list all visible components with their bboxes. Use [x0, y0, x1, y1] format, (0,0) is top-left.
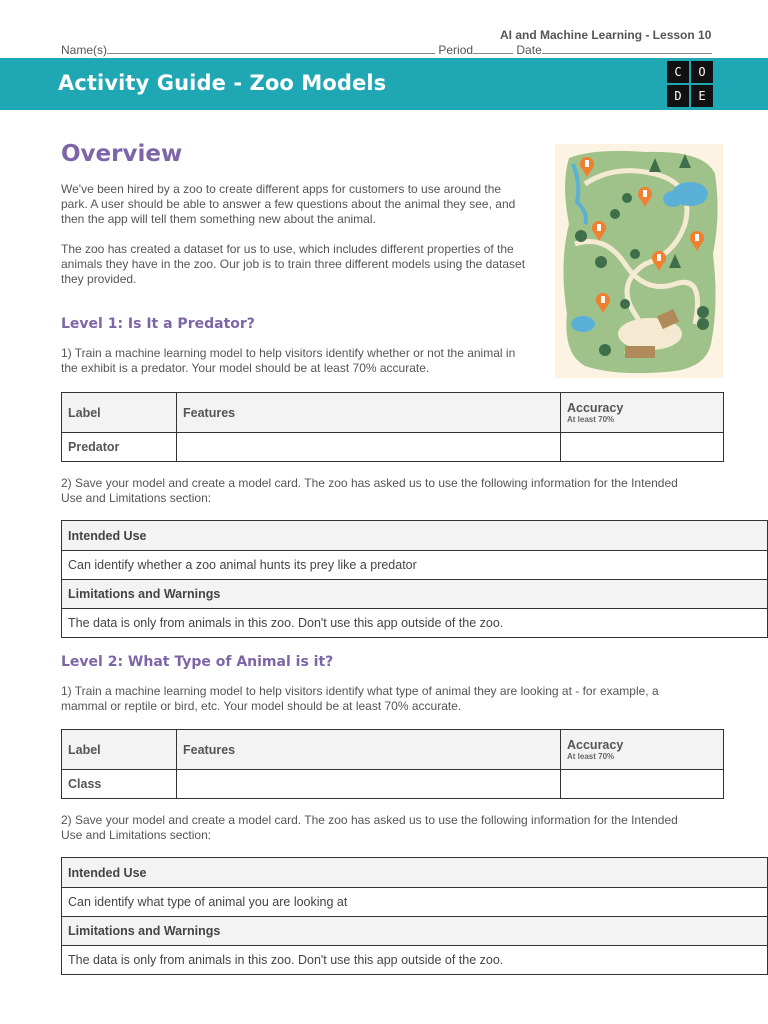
text-line: the exhibit is a predator. Your model should be at least 70% accurate. — [61, 361, 430, 375]
class-label-cell: Class — [62, 770, 177, 799]
features-input-cell[interactable] — [177, 433, 561, 462]
accuracy-input-cell[interactable] — [561, 433, 724, 462]
features-header: Features — [177, 393, 561, 433]
text-line: animals they have in the zoo. Our job is to train three different models using the dataset — [61, 257, 526, 271]
period-label: Period — [438, 43, 474, 57]
intended-use-text: Can identify what type of animal you are looking at — [62, 888, 768, 917]
text-line: 2) Save your model and create a model card. The zoo has asked us to use the following information for the Intended — [61, 476, 678, 490]
name-field[interactable] — [107, 43, 435, 54]
label-header: Label — [62, 393, 177, 433]
level-2-model-table — [61, 729, 724, 799]
text-line: Use and Limitations section: — [61, 491, 212, 505]
page-title: Activity Guide - Zoo Models — [58, 71, 387, 95]
limitations-heading: Limitations and Warnings — [62, 580, 768, 609]
intended-use-text: Can identify whether a zoo animal hunts its prey like a predator — [62, 551, 768, 580]
logo-letter: D — [667, 85, 689, 107]
accuracy-label: Accuracy — [567, 401, 624, 415]
overview-paragraph-2 — [61, 242, 525, 287]
level-1-model-card — [61, 520, 768, 638]
text-line: Use and Limitations section: — [61, 828, 212, 842]
logo-letter: C — [667, 61, 689, 83]
text-line: 1) Train a machine learning model to help visitors identify what type of animal they are looking at - for example, a — [61, 684, 659, 698]
level-1-heading: Level 1: Is It a Predator? — [61, 316, 255, 332]
limitations-text: The data is only from animals in this zoo. Don't use this app outside of the zoo. — [62, 946, 768, 975]
logo-letter: E — [691, 85, 713, 107]
text-line: park. A user should be able to answer a few questions about the animal they see, and — [61, 197, 516, 211]
name-period-date-row — [61, 43, 712, 57]
text-line: The zoo has created a dataset for us to use, which includes different properties of the — [61, 242, 514, 256]
level-2-step-1 — [61, 684, 659, 714]
text-line: mammal or reptile or bird, etc. Your model should be at least 70% accurate. — [61, 699, 462, 713]
overview-heading: Overview — [61, 141, 183, 167]
level-1-model-table — [61, 392, 724, 462]
accuracy-note: At least 70% — [567, 752, 615, 761]
level-2-step-2 — [61, 813, 678, 843]
level-1-step-1 — [61, 346, 515, 376]
predator-label-cell: Predator — [62, 433, 177, 462]
title-banner — [0, 58, 768, 110]
zoo-map-icon — [555, 144, 723, 378]
limitations-text: The data is only from animals in this zoo. Don't use this app outside of the zoo. — [62, 609, 768, 638]
logo-letter: O — [691, 61, 713, 83]
date-label: Date — [516, 43, 542, 57]
features-input-cell[interactable] — [177, 770, 561, 799]
label-header: Label — [62, 730, 177, 770]
text-line: 1) Train a machine learning model to help visitors identify whether or not the animal in — [61, 346, 516, 360]
level-1-step-2 — [61, 476, 678, 506]
accuracy-label: Accuracy — [567, 738, 624, 752]
intended-use-heading: Intended Use — [62, 521, 768, 551]
code-logo — [667, 61, 717, 107]
lesson-title: AI and Machine Learning - Lesson 10 — [500, 28, 712, 42]
text-line: they provided. — [61, 272, 137, 286]
intended-use-heading: Intended Use — [62, 858, 768, 888]
features-header: Features — [177, 730, 561, 770]
text-line: then the app will tell them something new about the animal. — [61, 212, 376, 226]
accuracy-header — [561, 393, 724, 433]
overview-paragraph-1 — [61, 182, 515, 227]
name-label: Name(s) — [61, 43, 108, 57]
level-2-model-card — [61, 857, 768, 975]
limitations-heading: Limitations and Warnings — [62, 917, 768, 946]
accuracy-note: At least 70% — [567, 415, 615, 424]
text-line: We've been hired by a zoo to create different apps for customers to use around the — [61, 182, 502, 196]
period-field[interactable] — [473, 43, 513, 54]
text-line: 2) Save your model and create a model card. The zoo has asked us to use the following information for the Intended — [61, 813, 678, 827]
accuracy-input-cell[interactable] — [561, 770, 724, 799]
date-field[interactable] — [542, 43, 712, 54]
accuracy-header — [561, 730, 724, 770]
level-2-heading: Level 2: What Type of Animal is it? — [61, 654, 334, 670]
